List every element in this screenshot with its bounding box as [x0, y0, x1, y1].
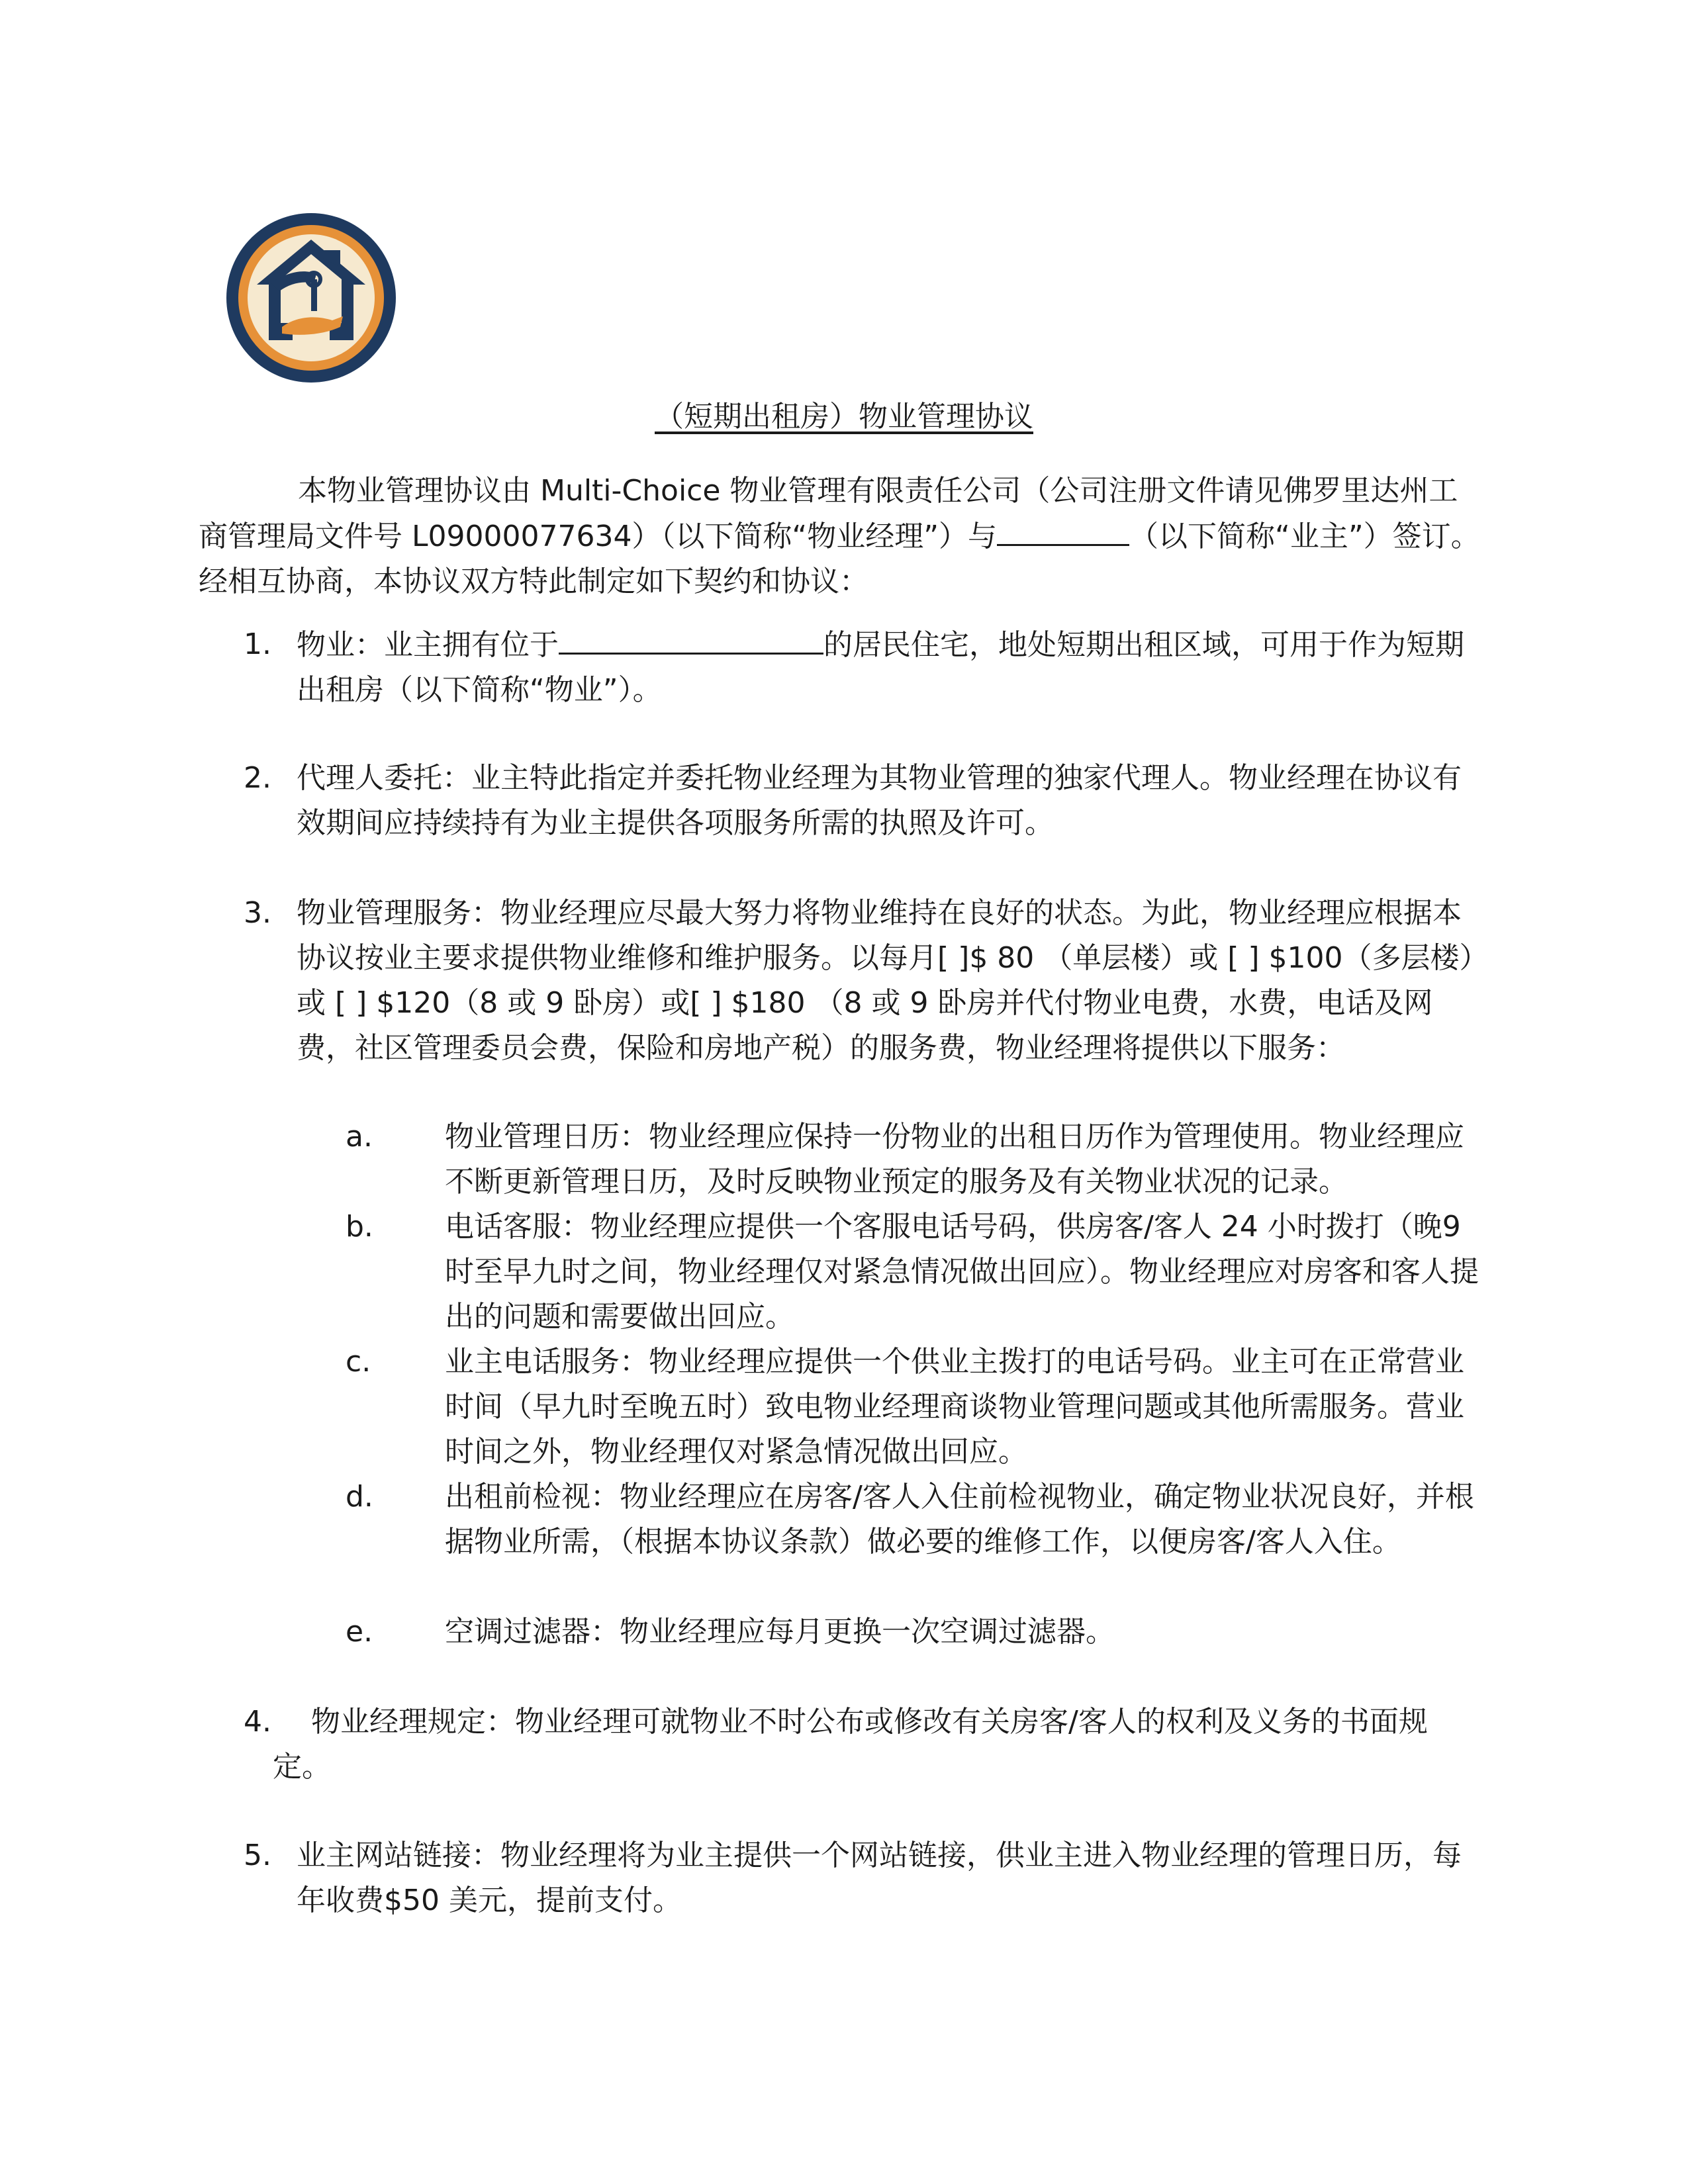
- document-title-text: （短期出租房）物业管理协议: [655, 400, 1033, 433]
- item-property-text: 物业：业主拥有位于: [297, 628, 559, 662]
- intro-text-after-blank: （以下简称“业主”）签订。经相互协商，本协议双方特此制定如下契约和协议：: [199, 520, 1480, 598]
- sub-item-inspection: 出租前检视：物业经理应在房客/客人入住前检视物业，确定物业状况良好，并根据物业所需，（根据本协议条款）做必要的维修工作，以便房客/客人入住。: [445, 1480, 1474, 1559]
- sub-item-owner-phone: 业主电话服务：物业经理应提供一个供业主拨打的电话号码。业主可在正常营业时间（早九时至晚五时）致电物业经理商谈物业管理问题或其他所需服务。营业时间之外，物业经理仅对紧急情况做出回应。: [445, 1345, 1464, 1469]
- sub-item-phone-support: 电话客服：物业经理应提供一个客服电话号码，供房客/客人 24 小时拨打（晚9 时至早九时之间，物业经理仅对紧急情况做出回应）。物业经理应对房客和客人提出的问题和需要做出回应。: [445, 1210, 1479, 1334]
- sub-item-letter: e.: [346, 1615, 373, 1649]
- item-property: [297, 622, 1481, 713]
- sub-item-letter: c.: [346, 1345, 371, 1379]
- owner-name-blank[interactable]: [997, 514, 1129, 546]
- sub-item-ac-filter: 空调过滤器：物业经理应每月更换一次空调过滤器。: [445, 1615, 1115, 1649]
- item-agency: 代理人委托：业主特此指定并委托物业经理为其物业管理的独家代理人。物业经理在协议有效期间应持续持有为业主提供各项服务所需的执照及许可。: [297, 761, 1462, 840]
- document-title: [0, 397, 1688, 437]
- sub-item-letter: a.: [346, 1120, 373, 1154]
- sub-item-letter: b.: [346, 1210, 373, 1244]
- company-logo-icon: [224, 210, 399, 385]
- intro-text: 本物业管理协议由 Multi-Choice 物业管理有限责任公司（公司注册文件请见佛罗里达州工商管理局文件号 L09000077634）（以下简称“物业经理”）与: [199, 474, 1458, 553]
- sub-item-letter: d.: [346, 1480, 373, 1514]
- sub-item-calendar: 物业管理日历：物业经理应保持一份物业的出租日历作为管理使用。物业经理应不断更新管理日历，及时反映物业预定的服务及有关物业状况的记录。: [445, 1120, 1464, 1199]
- item-number: 5.: [244, 1839, 271, 1872]
- item-number: 1.: [244, 627, 271, 661]
- property-address-blank[interactable]: [559, 622, 823, 655]
- item-number: 2.: [244, 761, 271, 795]
- item-management-services: 物业管理服务：物业经理应尽最大努力将物业维持在良好的状态。为此，物业经理应根据本协议按业主要求提供物业维修和维护服务。以每月[ ]$ 80 （单层楼）或 [ ] $100（多层楼）或 [ ] $120（8 或 9 卧房）或[ ] $180 （8 或 9 卧房并代付物业电费，水费，电话及网费，社区管理委员会费，保险和房地产税）的服务费，物业经理将提供以下服务：: [297, 896, 1474, 1065]
- item-number: 4.: [244, 1705, 271, 1739]
- intro-paragraph: [199, 469, 1483, 604]
- item-website-link: 业主网站链接：物业经理将为业主提供一个网站链接，供业主进入物业经理的管理日历，每年收费$50 美元，提前支付。: [297, 1839, 1462, 1917]
- item-property-text-after: 的居民住宅，地处短期出租区域，可用于作为短期出租房（以下简称“物业”）。: [297, 628, 1464, 707]
- item-number: 3.: [244, 896, 271, 930]
- item-manager-rules: 物业经理规定：物业经理可就物业不时公布或修改有关房客/客人的权利及义务的书面规定。: [273, 1705, 1428, 1784]
